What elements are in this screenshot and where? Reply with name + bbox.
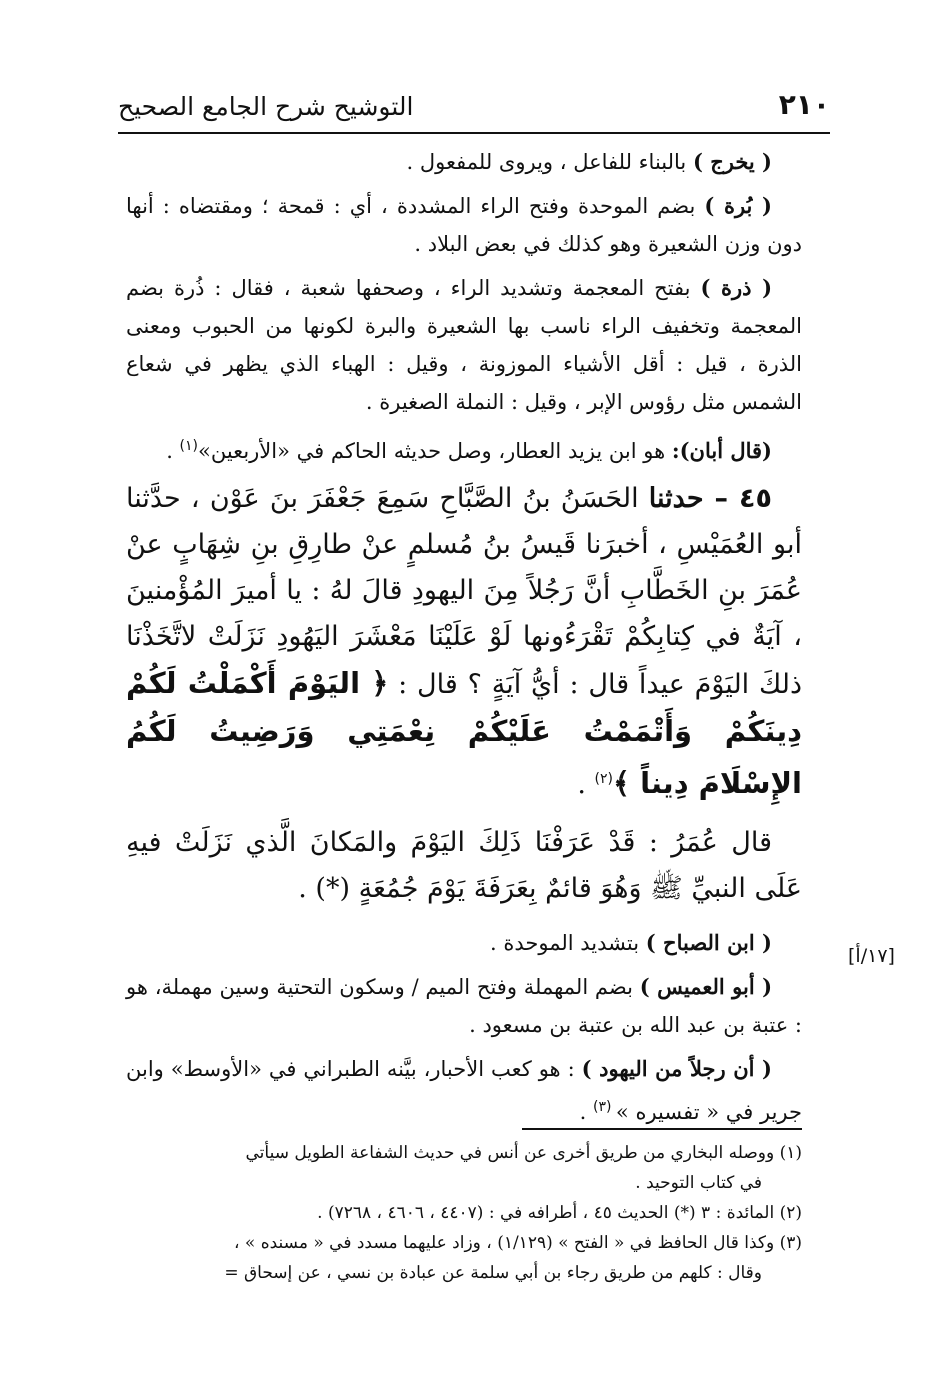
footnote-ref: (١): [179, 438, 199, 454]
commentary-paragraph: ( يخرج ) بالبناء للفاعل ، ويروى للمفعول .: [406, 149, 772, 174]
term: ( أبو العميس ): [639, 974, 773, 999]
footnote: (٢) المائدة : ٣ (*) الحديث ٤٥ ، أطرافه في : (٤٤٠٧ ، ٤٦٠٦ ، ٧٢٦٨) .: [317, 1203, 802, 1223]
manuscript-folio-note: [١٧/أ]: [848, 945, 895, 967]
term: ( ذرة ): [700, 275, 773, 300]
term: ( أن رجلاً من اليهود ): [581, 1056, 772, 1081]
quran-verse: ﴿ اليَوْمَ أَكْمَلْتُ لَكُمْ دِينَكُمْ وَأَتْمَمْتُ عَلَيْكُمْ نِعْمَتِي وَرَضِيتُ لَكُمُ الإِسْلَامَ دِيناً ﴾: [126, 666, 802, 800]
commentary-paragraph: ( بُرة ) بضم الموحدة وفتح الراء المشددة ، أي : قمحة ؛ ومقتضاه : أنها دون وزن الشعيرة وهو كذلك في بعض البلاد .: [126, 193, 802, 256]
running-title: التوشيح شرح الجامع الصحيح: [118, 92, 414, 121]
commentary-paragraph: ( أن رجلاً من اليهود ) : هو كعب الأحبار، بيَّنه الطبراني في «الأوسط» وابن جرير في « تفسيره » $^{(٣)}$ .: [126, 1056, 802, 1124]
hadith-number: ٤٥ –: [714, 483, 773, 514]
footnote-divider: [522, 1128, 802, 1130]
footnote-ref: (٣): [593, 1099, 616, 1115]
term: ( يخرج ): [692, 149, 772, 174]
page-header: [118, 80, 830, 134]
footnotes: [126, 1138, 802, 1288]
footnote-continuation: في كتاب التوحيد .: [635, 1173, 762, 1193]
term: ( ابن الصباح ): [645, 930, 772, 955]
hadith-opening: حدثنا: [648, 483, 715, 514]
footnote: (١) ووصله البخاري من طريق أخرى عن أنس في حديث الشفاعة الطويل سيأتي: [245, 1143, 802, 1163]
footnote-continuation: وقال : كلهم من طريق رجاء بن أبي سلمة عن عبادة بن نسي ، عن إسحاق =: [224, 1263, 762, 1283]
commentary-paragraph: ( ذرة ) بفتح المعجمة وتشديد الراء ، وصحفها شعبة ، فقال : ذُرة بضم المعجمة وتخفيف الراء ناسب بها الشعيرة والبرة لكونها من الحبوب ومعنى الذرة ، قيل : أقل الأشياء الموزونة ، وقيل : الهباء الذي يظهر في شعاع الشمس مثل رؤوس الإبر ، وقيل : النملة الصغيرة .: [126, 275, 802, 414]
term: ( بُرة ): [704, 193, 772, 218]
commentary-paragraph: ( ابن الصباح ) بتشديد الموحدة .: [490, 930, 772, 955]
commentary-paragraph: ( أبو العميس ) بضم المهملة وفتح الميم / وسكون التحتية وسين مهملة، هو : عتبة بن عبد الله بن عتبة بن مسعود .: [126, 974, 802, 1037]
footnote-ref: (٢): [594, 771, 613, 787]
footnote: (٣) وكذا قال الحافظ في « الفتح » (١/١٢٩) ، وزاد عليهما مسدد في « مسنده » ،: [234, 1233, 802, 1253]
commentary-paragraph: (قال أبان): هو ابن يزيد العطار، وصل حديثه الحاكم في «الأربعين»$^{(١)}$ .: [166, 438, 772, 463]
hadith-continuation: قال عُمَرُ : قَدْ عَرَفْنَا ذَلِكَ اليَوْمَ والمَكانَ الَّذي نَزَلَتْ فيهِ عَلَى النبيِّ ﷺ وَهُوَ قائمٌ بِعَرَفَةَ يَوْمَ جُمُعَةٍ (*) .: [126, 827, 802, 904]
page-body: [126, 143, 802, 1137]
page-number: ٢١٠: [778, 88, 830, 121]
term: (قال أبان):: [671, 438, 772, 463]
hadith-text: ٤٥ – حدثنا الحَسَنُ بنُ الصَّبَّاحِ سَمِعَ جَعْفَرَ بنَ عَوْن ، حدَّثنا أبو العُمَيْسِ ، أخبرَنا قَيسُ بنُ مُسلمٍ عنْ طارِقِ بنِ شِهَابٍ عنْ عُمَرَ بنِ الخَطَّابِ أنَّ رَجُلاً مِنَ اليهودِ قالَ لهُ : يا أميرَ المُؤْمنينَ ، آيَةٌ في كِتابِكُمْ تَقْرَءُونها لَوْ عَلَيْنَا مَعْشَرَ اليَهُودِ نَزَلَتْ لاتَّخَذْنَا ذلكَ اليَوْمَ عيداً قال : أيُّ آيَةٍ ؟ قال : ﴿ اليَوْمَ أَكْمَلْتُ لَكُمْ دِينَكُمْ وَأَتْمَمْتُ عَلَيْكُمْ نِعْمَتِي وَرَضِيتُ لَكُمُ الإِسْلَامَ دِيناً ﴾$^{(٢)}$ .: [126, 483, 802, 800]
